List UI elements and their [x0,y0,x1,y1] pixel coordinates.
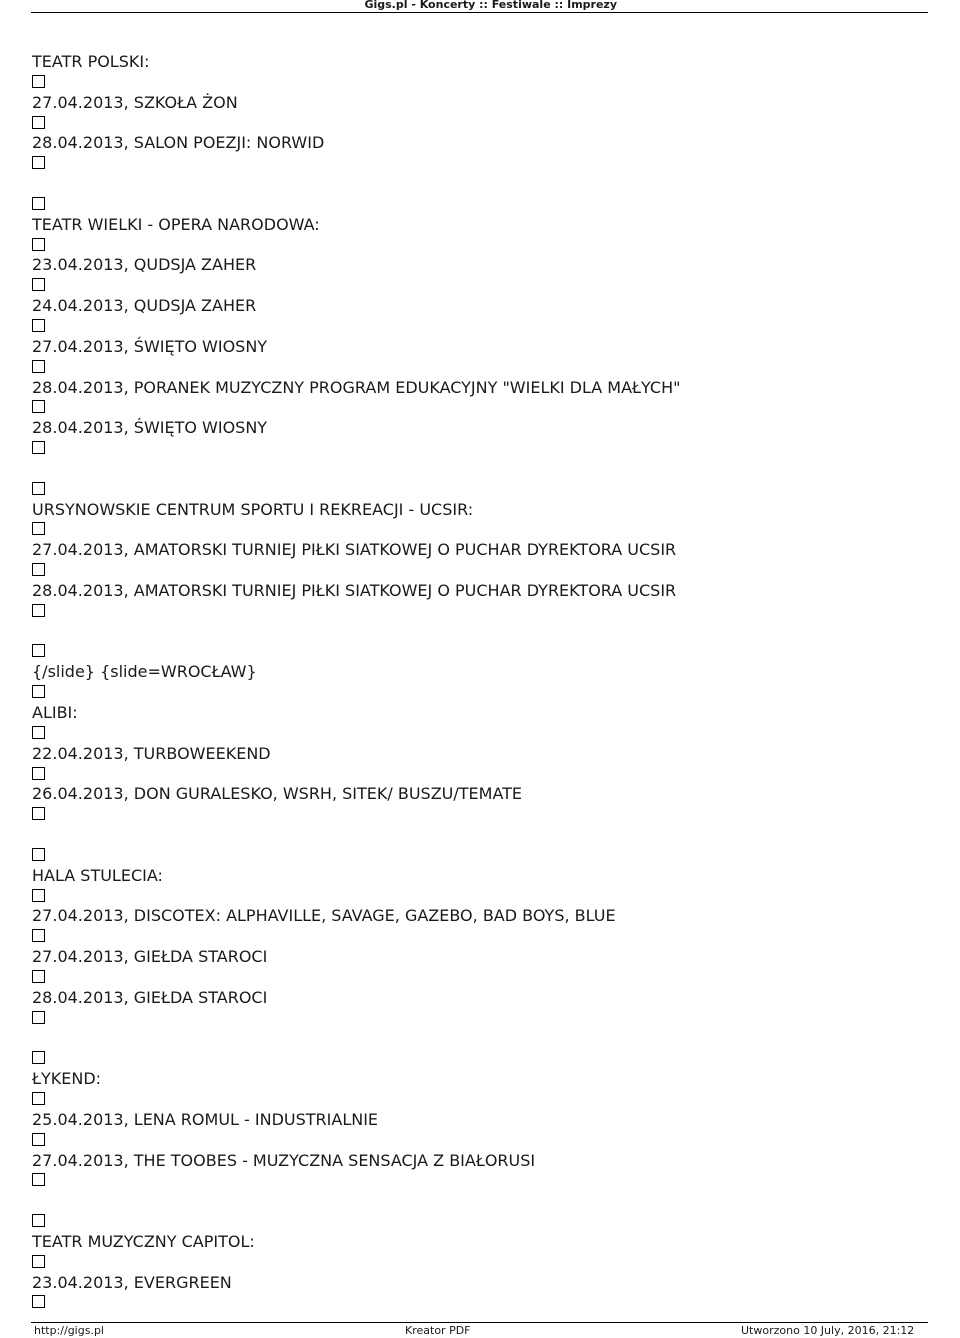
checkbox-bullet-icon [32,807,45,820]
checkbox-bullet-icon [32,319,45,332]
list-item [32,1232,932,1252]
list-item [32,540,932,560]
bullet-row [32,601,932,621]
checkbox-bullet-icon [32,116,45,129]
list-item-text: {/slide} {slide=WROCŁAW} [32,662,257,682]
bullet-row [32,927,932,947]
list-item [32,1151,932,1171]
list-item [32,378,932,398]
checkbox-bullet-icon [32,1214,45,1227]
list-item-text: 27.04.2013, THE TOOBES - MUZYCZNA SENSACJA Z BIAŁORUSI [32,1150,536,1170]
checkbox-bullet-icon [32,197,45,210]
list-item [32,1069,932,1089]
footer-url-link[interactable]: http://gigs.pl [34,1324,104,1337]
checkbox-bullet-icon [32,767,45,780]
checkbox-bullet-icon [32,848,45,861]
bullet-row [32,1008,932,1028]
list-item-text: 23.04.2013, EVERGREEN [32,1272,232,1292]
checkbox-bullet-icon [32,1295,45,1308]
page-header [0,0,960,12]
list-item [32,784,932,804]
bullet-row [32,845,932,865]
bullet-row [32,683,932,703]
checkbox-bullet-icon [32,970,45,983]
checkbox-bullet-icon [32,563,45,576]
list-item-text: 28.04.2013, ŚWIĘTO WIOSNY [32,418,268,438]
checkbox-bullet-icon [32,278,45,291]
checkbox-bullet-icon [32,685,45,698]
blank-row [32,1191,932,1211]
bullet-row [32,479,932,499]
bullet-row [32,398,932,418]
list-item [32,52,932,72]
event-list [32,52,932,1313]
list-item-text: 28.04.2013, SALON POEZJI: NORWID [32,133,325,153]
list-item-text: 23.04.2013, QUDSJA ZAHER [32,255,257,275]
list-item-text: 28.04.2013, GIEŁDA STAROCI [32,987,268,1007]
bullet-row [32,235,932,255]
checkbox-bullet-icon [32,156,45,169]
list-item [32,581,932,601]
list-item-text: 24.04.2013, QUDSJA ZAHER [32,296,257,316]
list-item-text: URSYNOWSKIE CENTRUM SPORTU I REKREACJI - UCSIR: [32,499,474,519]
list-item-text: ALIBI: [32,703,78,722]
bullet-row [32,561,932,581]
bullet-row [32,805,932,825]
list-item-text: TEATR POLSKI: [32,52,150,71]
list-item [32,418,932,438]
blank-row [32,459,932,479]
list-item [32,1110,932,1130]
list-item-text: ŁYKEND: [32,1069,102,1089]
checkbox-bullet-icon [32,400,45,413]
list-item-text: 28.04.2013, PORANEK MUZYCZNY PROGRAM EDUKACYJNY "WIELKI DLA MAŁYCH" [32,377,681,397]
checkbox-bullet-icon [32,1051,45,1064]
bullet-row [32,194,932,214]
list-item-text: TEATR MUZYCZNY CAPITOL: [32,1231,255,1251]
list-item [32,906,932,926]
checkbox-bullet-icon [32,889,45,902]
bullet-row [32,316,932,336]
bullet-row [32,642,932,662]
bullet-row [32,439,932,459]
list-item-text: 25.04.2013, LENA ROMUL - INDUSTRIALNIE [32,1109,379,1129]
header-divider [31,12,928,13]
bullet-row [32,357,932,377]
list-item [32,93,932,113]
footer-divider [31,1322,928,1323]
bullet-row [32,1130,932,1150]
list-item-text: 26.04.2013, DON GURALESKO, WSRH, SITEK/ BUSZU/TEMATE [32,784,523,804]
bullet-row [32,1171,932,1191]
list-item [32,866,932,886]
list-item [32,296,932,316]
checkbox-bullet-icon [32,644,45,657]
checkbox-bullet-icon [32,929,45,942]
footer-generator: Kreator PDF [405,1324,471,1337]
bullet-row [32,967,932,987]
blank-row [32,1029,932,1049]
list-item-text: 27.04.2013, SZKOŁA ŻON [32,92,238,112]
checkbox-bullet-icon [32,238,45,251]
list-item [32,703,932,723]
checkbox-bullet-icon [32,1133,45,1146]
bullet-row [32,886,932,906]
bullet-row [32,1212,932,1232]
bullet-row [32,72,932,92]
list-item-text: TEATR WIELKI - OPERA NARODOWA: [32,214,320,234]
list-item [32,988,932,1008]
checkbox-bullet-icon [32,75,45,88]
checkbox-bullet-icon [32,1092,45,1105]
list-item [32,1273,932,1293]
list-item-text: 22.04.2013, TURBOWEEKEND [32,743,271,763]
checkbox-bullet-icon [32,360,45,373]
list-item-text: 27.04.2013, ŚWIĘTO WIOSNY [32,336,268,356]
list-item-text: HALA STULECIA: [32,865,163,885]
bullet-row [32,1293,932,1313]
bullet-row [32,520,932,540]
blank-row [32,825,932,845]
bullet-row [32,723,932,743]
bullet-row [32,1049,932,1069]
checkbox-bullet-icon [32,522,45,535]
bullet-row [32,1090,932,1110]
list-item [32,947,932,967]
bullet-row [32,113,932,133]
blank-row [32,622,932,642]
checkbox-bullet-icon [32,1011,45,1024]
bullet-row [32,154,932,174]
footer-created-date: Utworzono 10 July, 2016, 21:12 [741,1324,915,1337]
list-item-text: 27.04.2013, DISCOTEX: ALPHAVILLE, SAVAGE, GAZEBO, BAD BOYS, BLUE [32,906,616,926]
list-item [32,500,932,520]
header-title: Gigs.pl - Koncerty :: Festiwale :: Imprezy [364,0,617,11]
list-item-text: 28.04.2013, AMATORSKI TURNIEJ PIŁKI SIATKOWEJ O PUCHAR DYREKTORA UCSIR [32,580,677,600]
list-item [32,255,932,275]
checkbox-bullet-icon [32,1173,45,1186]
checkbox-bullet-icon [32,1255,45,1268]
list-item [32,337,932,357]
bullet-row [32,764,932,784]
checkbox-bullet-icon [32,441,45,454]
checkbox-bullet-icon [32,482,45,495]
bullet-row [32,276,932,296]
blank-row [32,174,932,194]
list-item-text: 27.04.2013, AMATORSKI TURNIEJ PIŁKI SIATKOWEJ O PUCHAR DYREKTORA UCSIR [32,540,677,560]
list-item [32,133,932,153]
list-item [32,744,932,764]
checkbox-bullet-icon [32,604,45,617]
list-item-text: 27.04.2013, GIEŁDA STAROCI [32,947,268,967]
bullet-row [32,1252,932,1272]
list-item [32,215,932,235]
checkbox-bullet-icon [32,726,45,739]
list-item [32,662,932,682]
